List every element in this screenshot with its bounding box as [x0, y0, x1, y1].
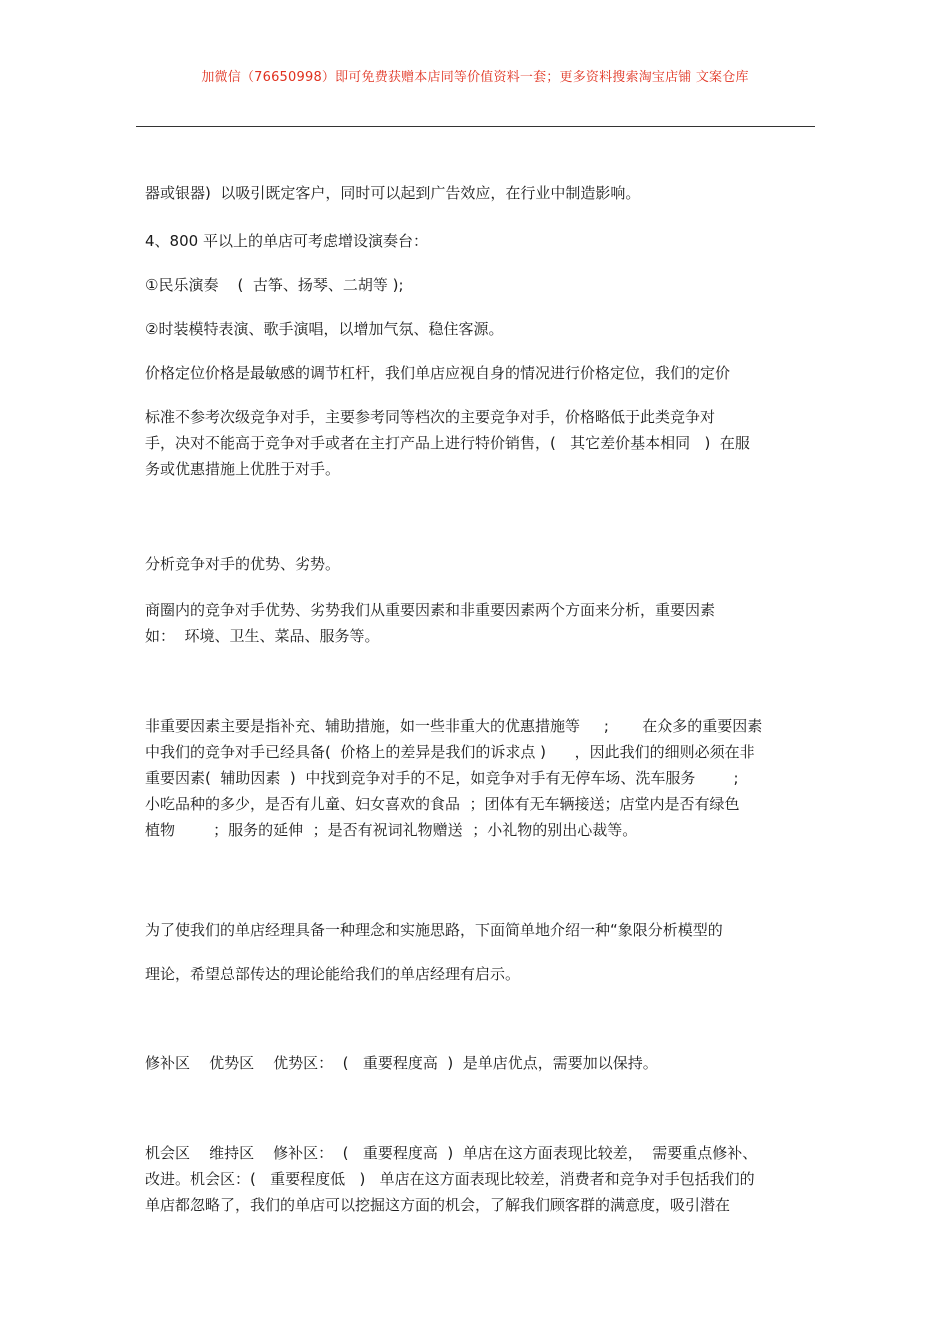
text-line: 4、800 平以上的单店可考虑增设演奏台： [145, 232, 428, 250]
text-line: 修补区 优势区 优势区： ( 重要程度高 ) 是单店优点，需要加以保持。 [145, 1054, 658, 1072]
paragraph-quadrant-theory [145, 961, 815, 987]
paragraph-non-important-factors [145, 713, 815, 843]
header-divider [136, 126, 815, 127]
text-line: 非重要因素主要是指补充、辅助措施，如一些非重大的优惠措施等 ; 在众多的重要因素 [145, 717, 763, 735]
paragraph-folk-music [145, 272, 815, 298]
text-line: 中我们的竞争对手已经具备( 价格上的差异是我们的诉求点 ) ，因此我们的细则必须在非 [145, 743, 755, 761]
paragraph-pricing-standard [145, 404, 815, 482]
paragraph-quadrant-intro [145, 917, 815, 943]
paragraph-competitor-analysis-heading [145, 551, 815, 577]
paragraph-price-positioning [145, 360, 815, 386]
promo-header: 加微信（76650998）即可免费获赠本店同等价值资料一套；更多资料搜索淘宝店铺 文案仓库 [201, 70, 749, 85]
text-line: 理论，希望总部传达的理论能给我们的单店经理有启示。 [145, 965, 521, 983]
text-line: 机会区 维持区 修补区： ( 重要程度高 ) 单店在这方面表现比较差， 需要重点修补、 [145, 1144, 758, 1162]
text-line: 单店都忽略了，我们的单店可以挖掘这方面的机会，了解我们顾客群的满意度，吸引潜在 [145, 1196, 731, 1214]
paragraph-silverware-ad [145, 180, 815, 206]
text-line: 器或银器) 以吸引既定客户，同时可以起到广告效应，在行业中制造影响。 [145, 184, 641, 202]
text-line: ①民乐演奏 ( 古筝、扬琴、二胡等 ); [145, 276, 404, 294]
paragraph-repair-opportunity-zone [145, 1140, 815, 1218]
text-line: 为了使我们的单店经理具备一种理念和实施思路，下面简单地介绍一种“象限分析模型的 [145, 921, 723, 939]
text-line: 商圈内的竞争对手优势、劣势我们从重要因素和非重要因素两个方面来分析，重要因素 [145, 601, 716, 619]
paragraph-advantage-zone [145, 1050, 815, 1076]
text-line: 分析竞争对手的优势、劣势。 [145, 555, 341, 573]
text-line: 手，决对不能高于竞争对手或者在主打产品上进行特价销售，( 其它差价基本相同 ) 在服 [145, 434, 750, 452]
text-line: 如： 环境、卫生、菜品、服务等。 [145, 627, 380, 645]
text-line: 重要因素( 辅助因素 ) 中找到竞争对手的不足，如竞争对手有无停车场、洗车服务 ; [145, 769, 739, 787]
text-line: 植物 ；服务的延伸 ；是否有祝词礼物赠送 ；小礼物的别出心裁等。 [145, 821, 638, 839]
text-line: 价格定位价格是最敏感的调节杠杆，我们单店应视自身的情况进行价格定位，我们的定价 [145, 364, 731, 382]
text-line: 标准不参考次级竞争对手，主要参考同等档次的主要竞争对手，价格略低于此类竞争对 [145, 408, 716, 426]
text-line: ②时装模特表演、歌手演唱，以增加气氛、稳住客源。 [145, 320, 504, 338]
text-line: 小吃品种的多少，是否有儿童、妇女喜欢的食品 ；团体有无车辆接送；店堂内是否有绿色 [145, 795, 740, 813]
text-line: 改进。机会区：( 重要程度低 ) 单店在这方面表现比较差，消费者和竞争对手包括我们的 [145, 1170, 755, 1188]
text-line: 务或优惠措施上优胜于对手。 [145, 460, 341, 478]
paragraph-important-factors [145, 597, 815, 649]
paragraph-fashion-show [145, 316, 815, 342]
paragraph-stage-item-4 [145, 228, 815, 254]
